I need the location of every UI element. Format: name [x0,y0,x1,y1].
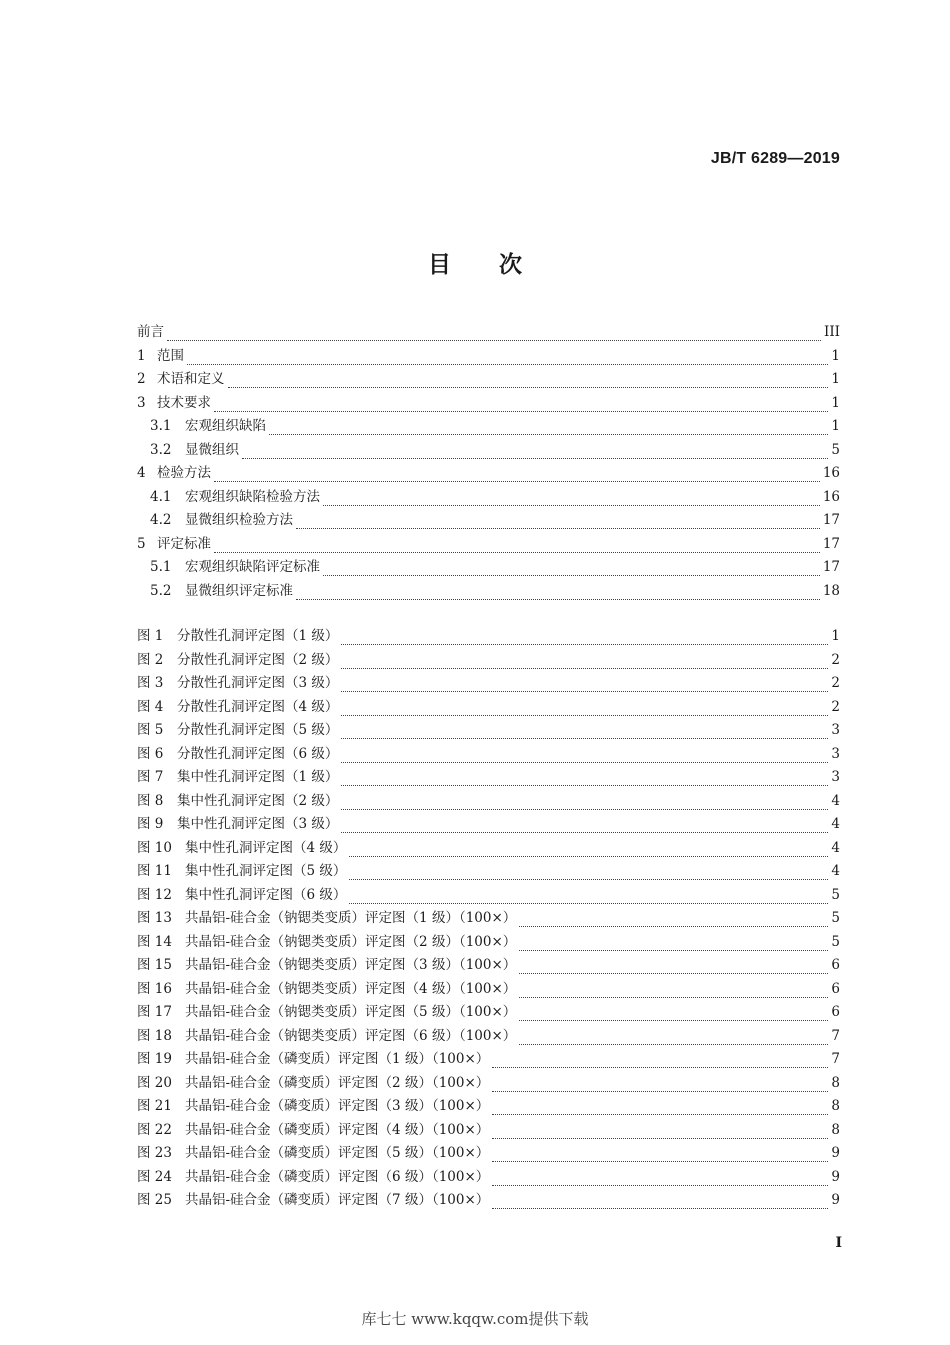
entry-number: 图 23 [137,1145,172,1161]
entry-label: 术语和定义 [157,371,225,387]
figure-entry[interactable] [137,719,840,743]
toc-gap [137,603,840,625]
entry-page-number: 6 [831,957,840,973]
entry-number: 4 [137,465,146,481]
entry-page-number: 3 [831,722,840,738]
toc-entry[interactable] [137,368,840,392]
entry-label: 共晶铝-硅合金（磷变质）评定图（3 级）（100×） [185,1098,490,1114]
toc-entry[interactable] [137,345,840,369]
entry-page-number: 7 [831,1027,840,1044]
toc-sections [137,321,840,603]
entry-number: 图 5 [137,722,164,738]
figure-entry[interactable] [137,1001,840,1025]
dot-leader [269,424,828,435]
entry-label: 集中性孔洞评定图（2 级） [177,792,339,809]
dot-leader [214,471,820,482]
entry-label: 技术要求 [157,394,211,411]
dot-leader [167,330,821,341]
dot-leader [492,1128,828,1139]
entry-label: 集中性孔洞评定图（6 级） [185,886,347,903]
dot-leader [349,846,828,857]
dot-leader [492,1151,828,1162]
entry-number: 图 25 [137,1192,172,1208]
entry-label: 宏观组织缺陷评定标准 [185,559,320,575]
entry-label: 共晶铝-硅合金（钠锶类变质）评定图（6 级）（100×） [185,1027,517,1044]
entry-page-number: 6 [831,1004,840,1020]
entry-page-number: 5 [831,886,840,903]
entry-number: 图 24 [137,1168,172,1185]
entry-page-number: 16 [822,488,840,505]
entry-number: 图 7 [137,769,164,785]
dot-leader [242,448,828,459]
entry-number: 3 [137,394,146,411]
entry-page-number: 1 [831,628,840,644]
dot-leader [296,589,820,600]
toc-figures [137,625,840,1213]
entry-number: 图 13 [137,910,172,926]
dot-leader [341,658,828,669]
entry-number: 5 [137,535,146,552]
figure-entry[interactable] [137,1166,840,1190]
entry-number: 5.2 [150,582,172,599]
entry-label: 分散性孔洞评定图（6 级） [177,745,339,762]
entry-number: 图 9 [137,816,164,832]
entry-page-number: 3 [831,769,840,785]
entry-number: 图 18 [137,1027,172,1044]
dot-leader [341,822,828,833]
dot-leader [492,1198,828,1209]
entry-label: 共晶铝-硅合金（钠锶类变质）评定图（5 级）（100×） [185,1004,517,1020]
dot-leader [341,681,828,692]
entry-page-number: 1 [831,394,840,411]
toc-entry[interactable] [137,439,840,463]
entry-label: 共晶铝-硅合金（磷变质）评定图（6 级）（100×） [185,1168,490,1185]
entry-number: 图 19 [137,1051,172,1067]
toc-entry[interactable] [137,486,840,510]
figure-entry[interactable] [137,696,840,720]
dot-leader [341,634,828,645]
entry-number: 图 22 [137,1121,172,1138]
watermark-text: 库七七 www.kqqw.com提供下载 [361,1310,589,1328]
figure-entry[interactable] [137,884,840,908]
entry-number: 3.1 [150,418,172,434]
entry-page-number: 4 [831,816,840,832]
page-title [0,246,950,279]
toc-entry[interactable] [137,509,840,533]
figure-entry[interactable] [137,1119,840,1143]
figure-entry[interactable] [137,1095,840,1119]
entry-label: 分散性孔洞评定图（1 级） [177,628,339,644]
entry-label: 分散性孔洞评定图（4 级） [177,698,339,715]
entry-number: 图 11 [137,863,172,879]
entry-number: 图 3 [137,675,164,691]
entry-number: 图 20 [137,1074,172,1091]
entry-number: 图 8 [137,792,164,809]
entry-page-number: 1 [831,418,840,434]
figure-entry[interactable] [137,931,840,955]
entry-page-number: 16 [822,465,840,481]
figure-entry[interactable] [137,954,840,978]
figure-entry[interactable] [137,790,840,814]
dot-leader [519,940,828,951]
toc-entry[interactable] [137,415,840,439]
entry-label: 共晶铝-硅合金（磷变质）评定图（4 级）（100×） [185,1121,490,1138]
toc-entry[interactable] [137,580,840,604]
dot-leader [492,1081,828,1092]
entry-label: 集中性孔洞评定图（5 级） [185,863,347,879]
entry-number: 图 16 [137,980,172,997]
toc-entry[interactable] [137,533,840,557]
entry-page-number: 7 [831,1051,840,1067]
entry-number: 图 21 [137,1098,172,1114]
dot-leader [341,705,828,716]
figure-entry[interactable] [137,978,840,1002]
entry-number: 图 10 [137,839,172,856]
entry-page-number: 4 [831,863,840,879]
entry-label: 分散性孔洞评定图（2 级） [177,651,339,668]
entry-label: 显微组织 [185,441,239,458]
toc-entry[interactable] [137,462,840,486]
toc-entry[interactable] [137,556,840,580]
dot-leader [519,987,828,998]
entry-page-number: 5 [831,441,840,458]
toc-entry[interactable] [137,321,840,345]
entry-page-number: 17 [822,559,840,575]
entry-label: 宏观组织缺陷检验方法 [185,488,320,505]
dot-leader [228,377,829,388]
entry-label: 分散性孔洞评定图（5 级） [177,722,339,738]
entry-label: 集中性孔洞评定图（1 级） [177,769,339,785]
entry-page-number: III [824,324,840,340]
entry-number: 图 17 [137,1004,172,1020]
entry-label: 集中性孔洞评定图（3 级） [177,816,339,832]
dot-leader [519,963,828,974]
entry-page-number: 5 [831,910,840,926]
entry-label: 共晶铝-硅合金（磷变质）评定图（5 级）（100×） [185,1145,490,1161]
dot-leader [341,799,828,810]
entry-page-number: 6 [831,980,840,997]
entry-page-number: 1 [831,371,840,387]
dot-leader [214,542,820,553]
figure-entry[interactable] [137,1048,840,1072]
entry-label: 检验方法 [157,465,211,481]
entry-page-number: 8 [831,1074,840,1091]
entry-label: 共晶铝-硅合金（磷变质）评定图（7 级）（100×） [185,1192,490,1208]
dot-leader [492,1175,828,1186]
figure-entry[interactable] [137,649,840,673]
entry-number: 4.2 [150,512,172,528]
figure-entry[interactable] [137,1142,840,1166]
entry-page-number: 18 [822,582,840,599]
entry-number: 图 14 [137,933,172,950]
entry-number: 图 15 [137,957,172,973]
figure-entry[interactable] [137,672,840,696]
figure-entry[interactable] [137,907,840,931]
entry-page-number: 1 [831,347,840,364]
entry-label: 范围 [157,347,184,364]
entry-label: 共晶铝-硅合金（钠锶类变质）评定图（2 级）（100×） [185,933,517,950]
dot-leader [519,1034,828,1045]
entry-label: 共晶铝-硅合金（钠锶类变质）评定图（1 级）（100×） [185,910,517,926]
dot-leader [492,1104,828,1115]
standard-code: JB/T 6289—2019 [710,150,840,167]
figure-entry[interactable] [137,1189,840,1213]
page-number: I [835,1235,842,1251]
entry-number: 图 12 [137,886,172,903]
figure-entry[interactable] [137,1025,840,1049]
entry-label: 集中性孔洞评定图（4 级） [185,839,347,856]
toc-entry[interactable] [137,392,840,416]
dot-leader [296,518,820,529]
entry-number: 图 2 [137,651,164,668]
entry-label: 前言 [137,324,164,340]
entry-page-number: 17 [822,535,840,552]
entry-number: 图 1 [137,628,164,644]
entry-label: 共晶铝-硅合金（磷变质）评定图（2 级）（100×） [185,1074,490,1091]
dot-leader [519,916,828,927]
entry-label: 分散性孔洞评定图（3 级） [177,675,339,691]
entry-label: 显微组织检验方法 [185,512,293,528]
entry-page-number: 9 [831,1192,840,1208]
entry-label: 共晶铝-硅合金（钠锶类变质）评定图（4 级）（100×） [185,980,517,997]
entry-number: 2 [137,371,146,387]
entry-page-number: 9 [831,1145,840,1161]
figure-entry[interactable] [137,813,840,837]
entry-label: 显微组织评定标准 [185,582,293,599]
entry-label: 共晶铝-硅合金（钠锶类变质）评定图（3 级）（100×） [185,957,517,973]
figure-entry[interactable] [137,1072,840,1096]
entry-label: 评定标准 [157,535,211,552]
page-title-char-2: 次 [499,252,522,278]
entry-page-number: 5 [831,933,840,950]
entry-number: 图 4 [137,698,164,715]
page-title-char-1: 目 [428,252,451,278]
entry-label: 宏观组织缺陷 [185,418,266,434]
entry-page-number: 2 [831,651,840,668]
dot-leader [341,728,828,739]
dot-leader [519,1010,828,1021]
dot-leader [341,775,828,786]
dot-leader [187,354,828,365]
entry-page-number: 4 [831,839,840,856]
entry-page-number: 2 [831,698,840,715]
entry-page-number: 8 [831,1121,840,1138]
dot-leader [323,495,820,506]
entry-page-number: 8 [831,1098,840,1114]
figure-entry[interactable] [137,837,840,861]
dot-leader [349,869,828,880]
figure-entry[interactable] [137,860,840,884]
entry-number: 图 6 [137,745,164,762]
dot-leader [214,401,828,412]
dot-leader [341,752,828,763]
entry-number: 1 [137,347,146,364]
entry-page-number: 2 [831,675,840,691]
entry-page-number: 17 [822,512,840,528]
entry-number: 5.1 [150,559,172,575]
dot-leader [492,1057,828,1068]
figure-entry[interactable] [137,743,840,767]
entry-page-number: 4 [831,792,840,809]
figure-entry[interactable] [137,625,840,649]
entry-page-number: 9 [831,1168,840,1185]
entry-label: 共晶铝-硅合金（磷变质）评定图（1 级）（100×） [185,1051,490,1067]
entry-number: 3.2 [150,441,172,458]
entry-page-number: 3 [831,745,840,762]
table-of-contents [137,321,840,1213]
dot-leader [349,893,828,904]
dot-leader [323,565,820,576]
entry-number: 4.1 [150,488,172,505]
figure-entry[interactable] [137,766,840,790]
